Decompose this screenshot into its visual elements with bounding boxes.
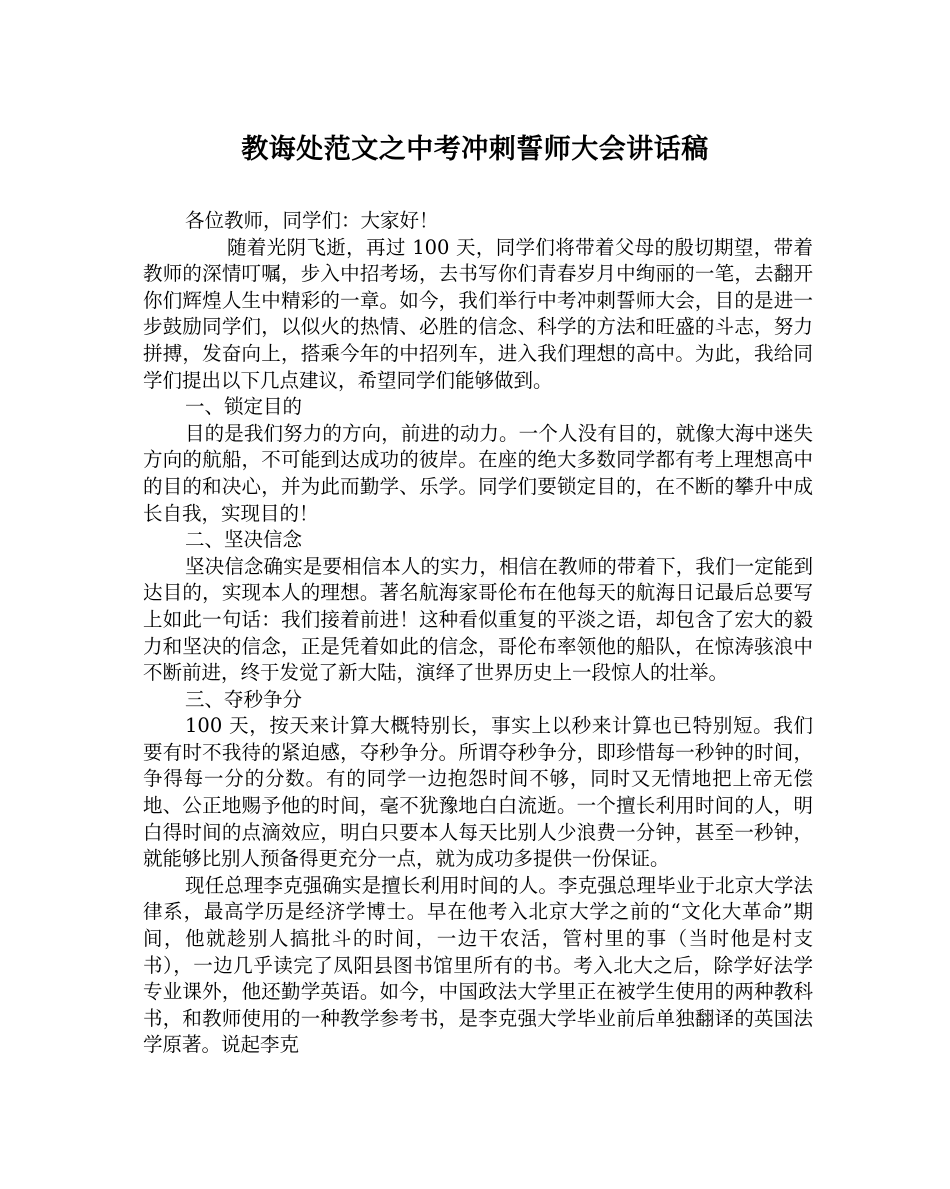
section-paragraph-3: 100 天，按天来计算大概特别长，事实上以秒来计算也已特别短。我们要有时不我待的紧迫感，夺秒争分。所谓夺秒争分，即珍惜每一秒钟的时间，争得每一分的分数。有的同学一边抱怨时间不够，同时又无情地把上帝无偿地、公正地赐予他的时间，毫不犹豫地白白流逝。一个擅长利用时间的人，明白得时间的点滴效应，明白只要本人每天比别人少浪费一分钟，甚至一秒钟，就能够比别人预备得更充分一点，就为成功多提供一份保证。 [143, 714, 813, 871]
section-heading-1: 一、锁定目的 [185, 395, 303, 419]
intro-paragraph: 随着光阴飞逝，再过 100 天，同学们将带着父母的殷切期望，带着教师的深情叮嘱，步入中招考场，去书写你们青春岁月中绚丽的一笔，去翻开你们辉煌人生中精彩的一章。如今，我们举行中考冲刺誓师大会，目的是进一步鼓励同学们，以似火的热情、必胜的信念、科学的方法和旺盛的斗志，努力拼搏，发奋向上，搭乘今年的中招列车，进入我们理想的高中。为此，我给同学们提出以下几点建议，希望同学们能够做到。 [143, 235, 813, 392]
section-heading-2: 二、坚决信念 [185, 528, 303, 552]
document-title: 教诲处范文之中考冲刺誓师大会讲话稿 [241, 134, 709, 165]
section-paragraph-1: 目的是我们努力的方向，前进的动力。一个人没有目的，就像大海中迷失方向的航船，不可能到达成功的彼岸。在座的绝大多数同学都有考上理想高中的目的和决心，并为此而勤学、乐学。同学们要锁定目的，在不断的攀升中成长自我，实现目的！ [143, 421, 813, 525]
document-body [143, 208, 813, 1059]
section-paragraph-2: 坚决信念确实是要相信本人的实力，相信在教师的带着下，我们一定能到达目的，实现本人的理想。著名航海家哥伦布在他每天的航海日记最后总要写上如此一句话：我们接着前进！这种看似重复的平淡之语，却包含了宏大的毅力和坚决的信念，正是凭着如此的信念，哥伦布率领他的船队，在惊涛骇浪中不断前进，终于发觉了新大陆，演绎了世界历史上一段惊人的壮举。 [143, 554, 813, 685]
section-heading-3: 三、夺秒争分 [185, 687, 303, 711]
greeting-paragraph: 各位教师，同学们：大家好！ [185, 209, 439, 232]
section-paragraph-4: 现任总理李克强确实是擅长利用时间的人。李克强总理毕业于北京大学法律系，最高学历是经济学博士。早在他考入北京大学之前的“文化大革命”期间，他就趁别人搞批斗的时间，一边干农活，管村里的事（当时他是村支书），一边几乎读完了凤阳县图书馆里所有的书。考入北大之后，除学好法学专业课外，他还勤学英语。如今，中国政法大学里正在被学生使用的两种教科书，和教师使用的一种教学参考书，是李克强大学毕业前后单独翻译的英国法学原著。说起李克 [143, 873, 813, 1057]
